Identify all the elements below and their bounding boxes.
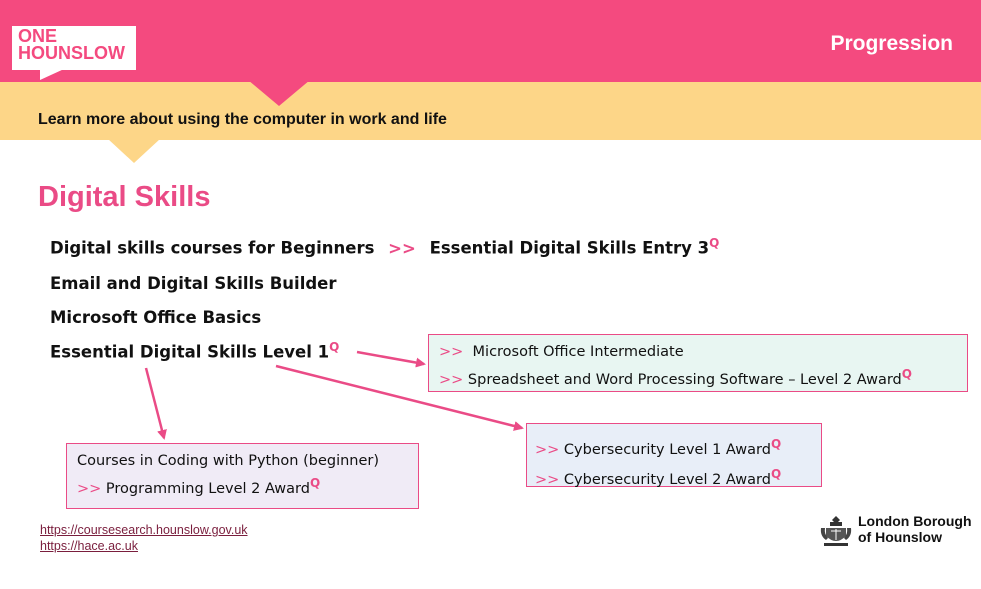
arrow-to-python [146, 368, 164, 438]
list-item: >> Microsoft Office Intermediate [439, 344, 684, 360]
course-entry3: Essential Digital Skills Entry 3 [429, 238, 710, 258]
course-email-builder: Email and Digital Skills Builder [50, 274, 337, 293]
course-beginners: Digital skills courses for Beginners [50, 238, 375, 258]
borough-line1: London Borough [858, 513, 972, 529]
london-borough-logo [818, 512, 972, 552]
course-level1: Essential Digital Skills Level 1 [50, 342, 330, 362]
list-item: >> Cybersecurity Level 2 Award$^Q$ [535, 466, 782, 488]
box-cyber-progression [526, 423, 822, 487]
progression-separator: >> [388, 238, 416, 258]
box-python-progression [66, 443, 419, 509]
list-item: >> Spreadsheet and Word Processing Software – Level 2 Award$^Q$ [439, 367, 912, 388]
box-office-progression [428, 334, 968, 392]
python-heading: Courses in Coding with Python (beginner) [77, 453, 380, 469]
subtitle: Learn more about using the computer in work and life [38, 111, 447, 128]
link-coursesearch[interactable]: https://coursesearch.hounslow.gov.uk [40, 523, 248, 537]
logo-line2: HOUNSLOW [18, 43, 125, 63]
borough-crest-icon [818, 514, 854, 550]
logo-line1: ONE [18, 26, 58, 46]
borough-line2: of Hounslow [858, 529, 942, 545]
footer-links [40, 522, 248, 554]
qualification-mark: Q [329, 340, 340, 354]
list-item: >> Cybersecurity Level 1 Award$^Q$ [535, 437, 782, 458]
course-office-basics: Microsoft Office Basics [50, 308, 262, 327]
page-title: Progression [830, 32, 953, 55]
section-title: Digital Skills [38, 181, 211, 213]
arrow-to-office [357, 352, 424, 364]
list-item: >> Programming Level 2 Award$^Q$ [77, 476, 321, 497]
qualification-mark: Q [709, 236, 720, 250]
link-hace[interactable]: https://hace.ac.uk [40, 539, 138, 553]
